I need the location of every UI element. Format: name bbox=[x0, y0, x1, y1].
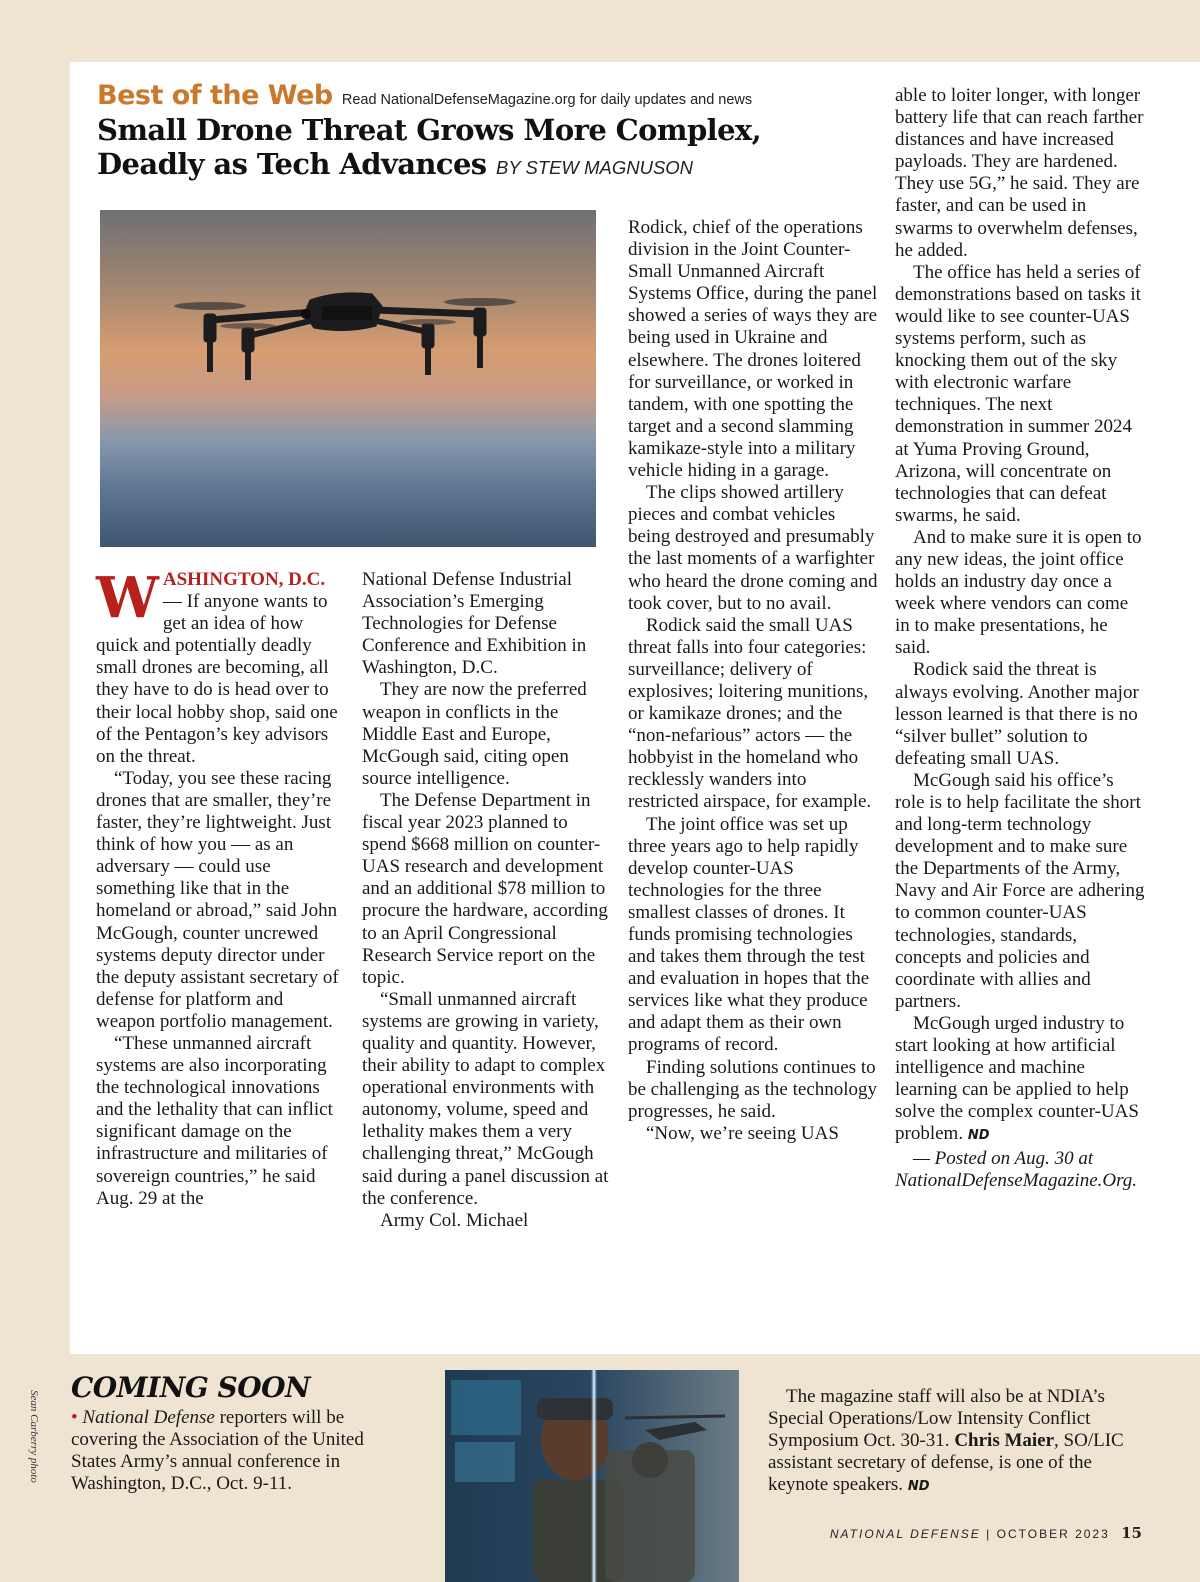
paragraph: Finding solutions continues to be challenging as the technology progresses, he said. bbox=[628, 1056, 878, 1122]
publication-name: National Defense bbox=[82, 1407, 215, 1428]
end-mark: ND bbox=[907, 1479, 930, 1494]
paragraph: Rodick said the small UAS threat falls into four categories: surveillance; delivery of explosives; loitering munitions, or kamikaze drones; and the “non-nefarious” actors — the hobbyist in the homeland who recklessly wanders into restricted airspace, for example. bbox=[628, 614, 872, 813]
end-mark: ND bbox=[967, 1128, 990, 1144]
paragraph: able to loiter longer, with longer battery life that can reach farther distances and have increased payloads. They are hardened. They use 5G,” he said. They are faster, and can be used in swarms to overwhelm defenses, he added. bbox=[895, 85, 1144, 261]
paragraph: National Defense Industrial Association’s Emerging Technologies for Defense Conference and Exhibition in Washington, D.C. bbox=[362, 569, 587, 679]
paragraph: “These unmanned aircraft systems are also incorporating the technological innovations and the lethality that can inflict significant damage on the infrastructure and militaries of sovereign countries,” he said Aug. 29 at the bbox=[96, 1032, 333, 1209]
paragraph: And to make sure it is open to any new ideas, the joint office holds an industry day once a week where vendors can come in to make presentations, he said. bbox=[895, 526, 1142, 659]
paragraph: “Today, you see these racing drones that are smaller, they’re faster, they’re lightweight. Just think of how you — as an adversary — could use something like that in the homeland or abroad,” said John McGough, counter uncrewed systems deputy director under the deputy assistant secretary of defense for platform and weapon portfolio management. bbox=[96, 767, 339, 1032]
paragraph: Rodick said the threat is always evolving. Another major lesson learned is that there is no “silver bullet” solution to defeating small UAS. bbox=[895, 659, 1139, 769]
coming-soon-text: reporters will be covering the Association of the United States Army’s annual conference in Washington, D.C., Oct. 9-11. bbox=[71, 1407, 364, 1494]
article-column-4 bbox=[895, 85, 1145, 1192]
article-column-3 bbox=[628, 217, 878, 1145]
photo-credit bbox=[26, 1390, 42, 1500]
paragraph: The clips showed artillery pieces and combat vehicles being destroyed and presumably the last moments of a warfighter who heard the drone coming and took cover, but to no avail. bbox=[628, 482, 878, 614]
article-column-2 bbox=[362, 569, 612, 1232]
drone-photo bbox=[100, 210, 596, 547]
footer-issue: OCTOBER 2023 bbox=[996, 1527, 1110, 1541]
bullet: • bbox=[71, 1407, 78, 1428]
paragraph bbox=[895, 1013, 1145, 1148]
headline bbox=[97, 113, 797, 185]
paragraph: Army Col. Michael bbox=[380, 1209, 529, 1231]
symposium-note bbox=[768, 1386, 1148, 1498]
closing-text: McGough urged industry to start looking at how artificial intelligence and machine learning can be applied to help solve the complex counter-UAS problem. bbox=[895, 1012, 1139, 1145]
section-header bbox=[97, 80, 752, 111]
paragraph: The office has held a series of demonstrations based on tasks it would like to see counter-UAS systems perform, such as knocking them out of the sky with electronic warfare techniques. The next demonstration in summer 2024 at Yuma Proving Ground, Arizona, will concentrate on technologies that can defeat swarms, he said. bbox=[895, 261, 1141, 526]
paragraph: They are now the preferred weapon in conflicts in the Middle East and Europe, McGough said, citing open source intelligence. bbox=[362, 679, 587, 789]
paragraph: “Small unmanned aircraft systems are growing in variety, quality and quantity. However, their ability to adapt to complex operational environments with autonomy, volume, speed and lethality makes them a very challenging threat,” McGough said during a panel discussion at the conference. bbox=[362, 988, 609, 1209]
paragraph: The joint office was set up three years ago to help rapidly develop counter-UAS technologies for the three smallest classes of drones. It funds promising technologies and takes them through the test and evaluation in hopes that the services like what they produce and adapt them as their own programs of record. bbox=[628, 813, 870, 1056]
coming-soon-title: COMING SOON bbox=[71, 1371, 311, 1404]
soldier-collage-image bbox=[445, 1370, 739, 1582]
headline-text: Small Drone Threat Grows More Complex, Deadly as Tech Advances bbox=[97, 113, 762, 181]
paragraph: “Now, we’re seeing UAS bbox=[646, 1122, 839, 1144]
paragraph: The Defense Department in fiscal year 2023 planned to spend $668 million on counter-UAS research and development and an additional $78 million to procure the hardware, according to an April Congressional Research Service report on the topic. bbox=[362, 789, 608, 988]
note-text-2: , SO/LIC assistant secretary of defense, is one of the keynote speakers. bbox=[768, 1430, 1124, 1495]
drop-cap: W bbox=[96, 565, 159, 631]
page-number: 15 bbox=[1121, 1524, 1142, 1542]
footer-publication: NATIONAL DEFENSE bbox=[829, 1527, 981, 1541]
dateline: ASHINGTON, D.C. bbox=[162, 569, 326, 590]
note-text: The magazine staff will also be at NDIA’s Special Operations/Low Intensity Conflict Symposium Oct. 30-31. bbox=[768, 1386, 1105, 1451]
speaker-name: Chris Maier bbox=[954, 1430, 1055, 1451]
paragraph: McGough said his office’s role is to help facilitate the short and long-term technology development and to make sure the Departments of the Army, Navy and Air Force are adhering to common counter-UAS technologies, standards, concepts and policies and coordinate with allies and partners. bbox=[895, 769, 1145, 1012]
byline: BY STEW MAGNUSON bbox=[496, 157, 694, 178]
paragraph: Rodick, chief of the operations division in the Joint Counter-Small Unmanned Aircraft Systems Office, during the panel showed a series of ways they are being used in Ukraine and elsewhere. The drones loitered for surveillance, or worked in tandem, with one spotting the target and a second slamming kamikaze-style into a military vehicle hiding in a garage. bbox=[628, 217, 878, 482]
website-promo: Read NationalDefenseMagazine.org for daily updates and news bbox=[341, 92, 753, 108]
page-footer bbox=[830, 1524, 1142, 1542]
article-column-1 bbox=[96, 565, 346, 1210]
lead-paragraph: — If anyone wants to get an idea of how quick and potentially deadly small drones are becoming, all they have to do is head over to their local hobby shop, said one of the Pentagon’s key advisors on the threat. bbox=[96, 591, 338, 767]
posted-note: — Posted on Aug. 30 at NationalDefenseMagazine.Org. bbox=[895, 1147, 1138, 1191]
coming-soon-body bbox=[71, 1407, 401, 1495]
photo-credit-text: Sean Carberry photo bbox=[28, 1390, 40, 1483]
footer-separator: | bbox=[986, 1527, 992, 1541]
section-label: Best of the Web bbox=[97, 80, 333, 111]
